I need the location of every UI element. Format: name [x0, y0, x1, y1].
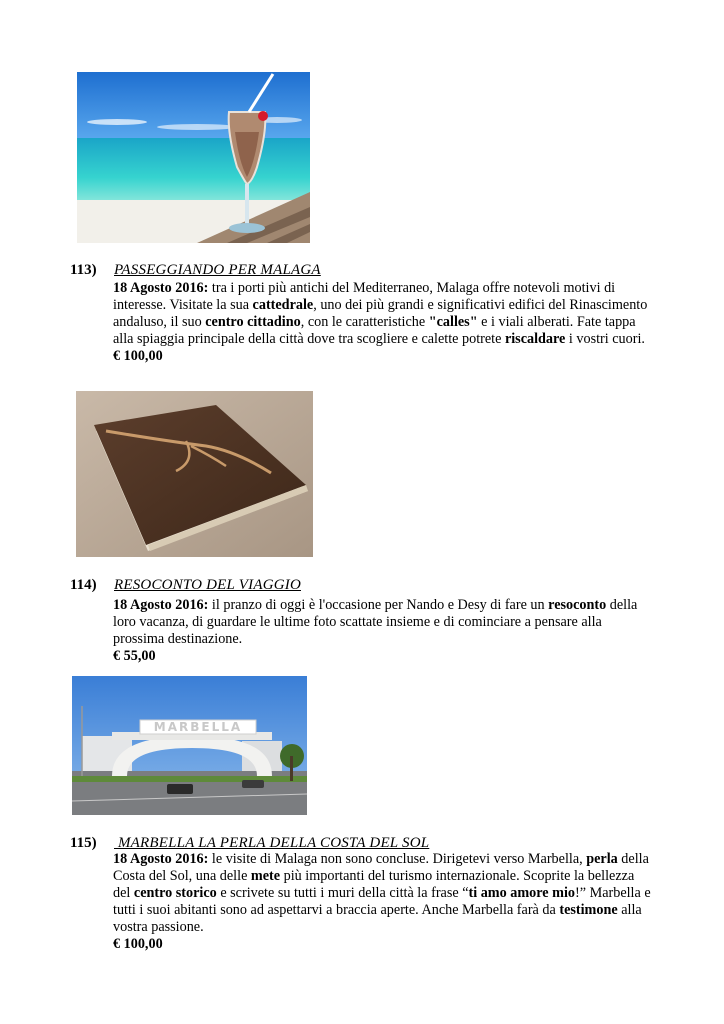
entry-date: 18 Agosto 2016: — [113, 597, 209, 613]
bold-phrase: centro cittadino — [205, 314, 301, 330]
bold-phrase: mete — [250, 868, 281, 884]
entry-description — [113, 280, 653, 348]
entry-114-heading — [70, 576, 301, 594]
text-run: e i viali alberati. Fate tappa alla spiaggia principale della città dove tra scogliere e calette potrete — [113, 314, 636, 347]
entry-date: 18 Agosto 2016: — [113, 851, 209, 867]
bold-phrase: testimone — [559, 902, 618, 918]
marbella-arch-photo — [72, 676, 307, 815]
text-run: della loro vacanza, di guardare le ultime foto scattate insieme e di cominciare a pensare alla prossima destinazione. — [113, 597, 638, 647]
text-run: i vostri cuori. — [565, 331, 645, 347]
entry-description — [113, 597, 653, 648]
entry-115-heading — [70, 834, 429, 852]
entry-title: PASSEGGIANDO PER MALAGA — [114, 262, 321, 278]
text-run: , uno dei più grandi e significativi edifici del Rinascimento andaluso, il suo — [113, 297, 648, 330]
entry-price: € 100,00 — [113, 348, 163, 364]
entry-113-body — [113, 280, 653, 365]
entry-number: 115) — [70, 835, 97, 851]
entry-price: € 100,00 — [113, 936, 163, 952]
text-run: alla vostra passione. — [113, 902, 642, 935]
entry-number: 113) — [70, 262, 97, 278]
bold-phrase: resoconto — [548, 597, 607, 613]
bold-phrase: perla — [586, 851, 618, 867]
entry-price: € 55,00 — [113, 648, 156, 664]
entry-date: 18 Agosto 2016: — [113, 280, 209, 296]
bold-phrase: cattedrale — [252, 297, 314, 313]
text-run: tra i porti più antichi del Mediterraneo, Malaga offre notevoli motivi di interesse. Visitate la sua — [113, 280, 616, 313]
text-run: , con le caratteristiche — [300, 314, 429, 330]
bold-phrase: "calles" — [428, 314, 478, 330]
text-run: le visite di Malaga non sono concluse. Dirigetevi verso Marbella, — [208, 851, 587, 867]
entry-title: RESOCONTO DEL VIAGGIO — [114, 577, 301, 593]
entry-114-body — [113, 597, 653, 665]
text-run: e scrivete su tutti i muri della città la frase “ — [216, 885, 469, 901]
text-run: della Costa del Sol, una delle — [113, 851, 649, 884]
text-run: il pranzo di oggi è l'occasione per Nando e Desy di fare un — [208, 597, 549, 613]
arch-sign-text: MARBELLA — [153, 720, 243, 734]
text-run: più importanti del turismo internazionale. Scoprite la bellezza del — [113, 868, 635, 901]
entry-number: 114) — [70, 577, 97, 593]
bold-phrase: ti amo amore mio — [468, 885, 576, 901]
entry-title: MARBELLA LA PERLA DELLA COSTA DEL SOL — [114, 835, 430, 851]
entry-115-body — [113, 851, 653, 953]
entry-description — [113, 851, 653, 936]
text-run: !” Marbella e tutti i suoi abitanti sono ad aspettarvi a braccia aperte. Anche Marbella farà da — [113, 885, 651, 918]
bold-phrase: centro storico — [133, 885, 217, 901]
entry-113-heading — [70, 261, 321, 279]
beach-cocktail-photo — [77, 72, 310, 243]
leather-album-photo — [76, 391, 313, 557]
bold-phrase: riscaldare — [504, 331, 566, 347]
